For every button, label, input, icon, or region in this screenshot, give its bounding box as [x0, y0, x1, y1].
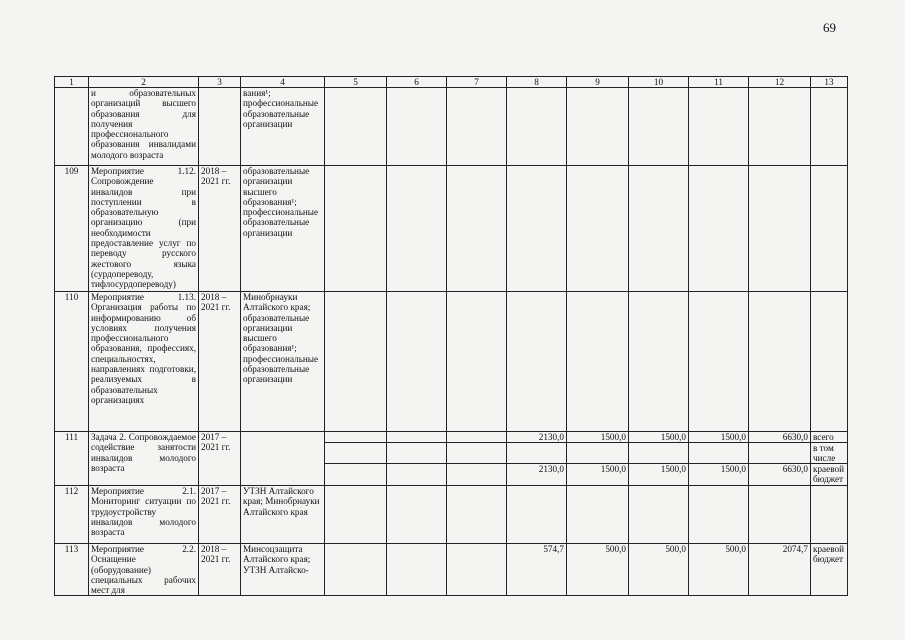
column-header: 5 — [325, 77, 387, 88]
total-cell: 6630,0 — [749, 432, 811, 443]
measure-name-cell: Мероприятие 2.1. Мониторинг ситуации по трудоустройству инвалидов молодого возраста — [89, 486, 199, 544]
column-header: 4 — [241, 77, 325, 88]
executor-cell: Минобрнауки Алтайского края; образовательные организации высшего образования¹; профессиональные образовательные организации — [241, 292, 325, 432]
measure-name-cell: Мероприятие 1.13. Организация работы по информированию об условиях получения профессионального образования, профессиях, специальностях, направлениях подготовки, реализуемых в образовательных организациях — [89, 292, 199, 432]
measure-name-cell: Задача 2. Сопровождаемое содействие занятости инвалидов молодого возраста — [89, 432, 199, 486]
header-row — [55, 77, 848, 88]
page-number: 69 — [823, 20, 836, 35]
period-cell: 2018 – 2021 гг. — [199, 166, 241, 292]
table-row — [55, 544, 848, 596]
table-row — [55, 166, 848, 292]
executor-cell — [241, 432, 325, 486]
period-cell: 2017 – 2021 гг. — [199, 432, 241, 486]
amount-cell: 1500,0 — [629, 464, 689, 486]
column-header: 12 — [749, 77, 811, 88]
column-header: 8 — [507, 77, 567, 88]
executor-cell: Минсоцзащита Алтайского края; УТЗН Алтайско- — [241, 544, 325, 596]
total-cell: 6630,0 — [749, 464, 811, 486]
measure-name-cell: Мероприятие 1.12. Сопровождение инвалидов при поступлении в образовательную организацию (при необходимости предоставление услуг по переводу русского жестового языка (сурдопереводу, тифлосурдопереводу) — [89, 166, 199, 292]
table-row — [55, 88, 848, 166]
measures-table — [54, 76, 848, 596]
amount-cell: 574,7 — [507, 544, 567, 596]
column-header: 3 — [199, 77, 241, 88]
column-header: 9 — [567, 77, 629, 88]
column-header: 6 — [387, 77, 447, 88]
executor-cell: УТЗН Алтайского края; Минобрнауки Алтайского края — [241, 486, 325, 544]
total-cell: 2074,7 — [749, 544, 811, 596]
table-row — [55, 486, 848, 544]
column-header: 10 — [629, 77, 689, 88]
funding-source-cell: всего — [811, 432, 848, 443]
column-header: 13 — [811, 77, 848, 88]
row-number-cell: 112 — [55, 486, 89, 544]
table-row — [55, 292, 848, 432]
executor-cell: вания¹; профессиональные образовательные организации — [241, 88, 325, 166]
measure-name-cell: и образовательных организаций высшего образования для получения профессионального образования инвалидами молодого возраста — [89, 88, 199, 166]
row-number-cell — [55, 88, 89, 166]
column-header: 1 — [55, 77, 89, 88]
row-number-cell: 109 — [55, 166, 89, 292]
amount-cell: 500,0 — [567, 544, 629, 596]
column-header: 7 — [447, 77, 507, 88]
amount-cell: 1500,0 — [567, 432, 629, 443]
period-cell: 2018 – 2021 гг. — [199, 544, 241, 596]
table-row — [55, 432, 848, 443]
amount-cell: 1500,0 — [689, 432, 749, 443]
row-number-cell: 111 — [55, 432, 89, 486]
period-cell: 2017 – 2021 гг. — [199, 486, 241, 544]
amount-cell: 500,0 — [629, 544, 689, 596]
funding-source-cell: в том числе — [811, 443, 848, 464]
executor-cell: образовательные организации высшего образования¹; профессиональные образовательные организации — [241, 166, 325, 292]
amount-cell: 1500,0 — [567, 464, 629, 486]
measure-name-cell: Мероприятие 2.2. Оснащение (оборудование) специальных рабочих мест для — [89, 544, 199, 596]
funding-source-cell: краевой бюджет — [811, 464, 848, 486]
amount-cell: 2130,0 — [507, 464, 567, 486]
row-number-cell: 110 — [55, 292, 89, 432]
amount-cell: 1500,0 — [689, 464, 749, 486]
column-header: 2 — [89, 77, 199, 88]
funding-source-cell: краевой бюджет — [811, 544, 848, 596]
period-cell: 2018 – 2021 гг. — [199, 292, 241, 432]
column-header: 11 — [689, 77, 749, 88]
amount-cell: 500,0 — [689, 544, 749, 596]
row-number-cell: 113 — [55, 544, 89, 596]
period-cell — [199, 88, 241, 166]
amount-cell: 2130,0 — [507, 432, 567, 443]
amount-cell: 1500,0 — [629, 432, 689, 443]
